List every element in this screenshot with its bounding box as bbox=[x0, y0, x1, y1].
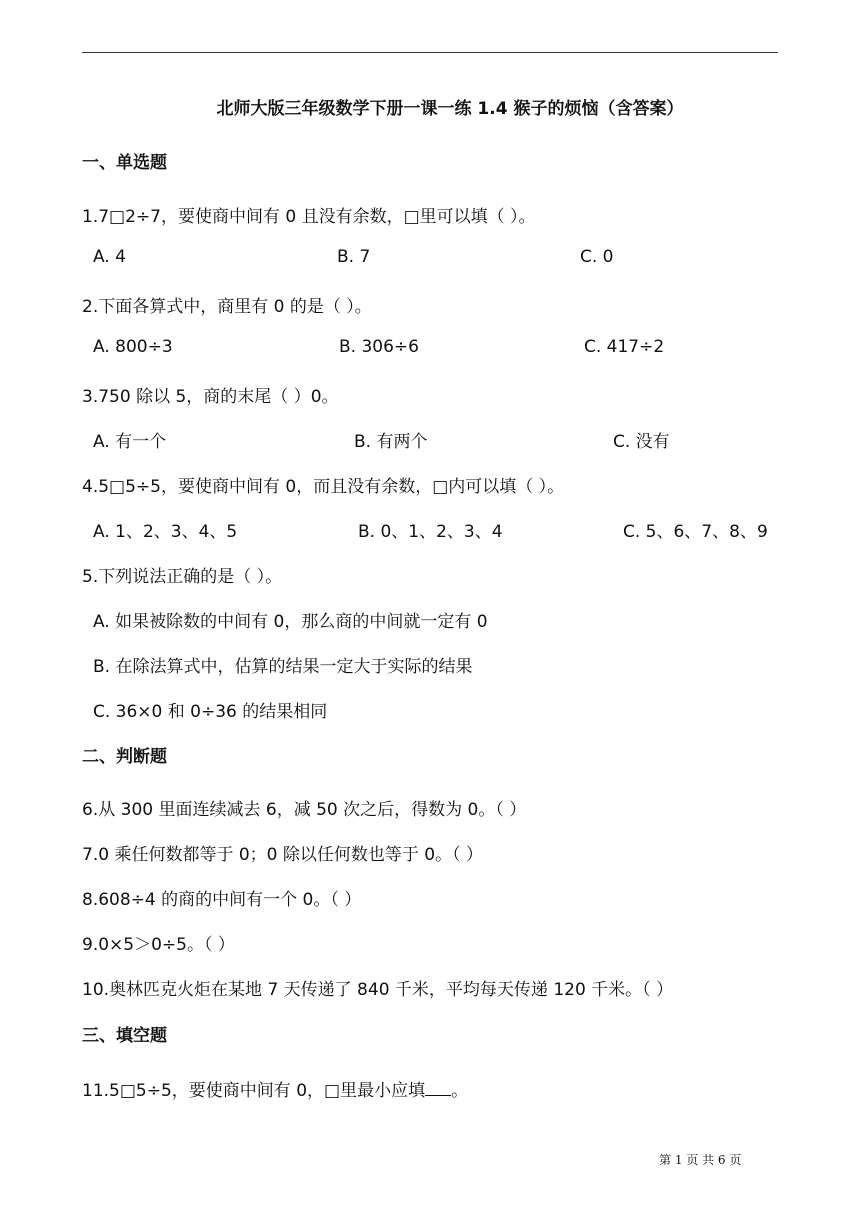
section-heading-fill-blank: 三、填空题 bbox=[82, 1026, 167, 1046]
question-1: 1.7□2÷7，要使商中间有 0 且没有余数，□里可以填（ ）。 bbox=[82, 207, 536, 227]
question-1-option-b: B. 7 bbox=[337, 247, 371, 267]
question-7: 7.0 乘任何数都等于 0；0 除以任何数也等于 0。（ ） bbox=[82, 845, 484, 865]
page-number: 第 1 页 共 6 页 bbox=[659, 1153, 742, 1167]
question-11-text: 11.5□5÷5，要使商中间有 0，□里最小应填 bbox=[82, 1081, 426, 1101]
question-8: 8.608÷4 的商的中间有一个 0。（ ） bbox=[82, 890, 362, 910]
question-2-option-a: A. 800÷3 bbox=[93, 337, 173, 357]
question-6: 6.从 300 里面连续减去 6，减 50 次之后，得数为 0。（ ） bbox=[82, 800, 527, 820]
question-5-option-a: A. 如果被除数的中间有 0，那么商的中间就一定有 0 bbox=[93, 612, 488, 632]
answer-blank[interactable] bbox=[425, 1081, 451, 1096]
question-11-end: 。 bbox=[451, 1081, 469, 1101]
question-4-option-b: B. 0、1、2、3、4 bbox=[358, 522, 503, 542]
question-2: 2.下面各算式中，商里有 0 的是（ ）。 bbox=[82, 297, 372, 317]
question-10: 10.奥林匹克火炬在某地 7 天传递了 840 千米，平均每天传递 120 千米。（ ） bbox=[82, 980, 674, 1000]
section-heading-single-choice: 一、单选题 bbox=[82, 153, 167, 173]
question-3-option-c: C. 没有 bbox=[613, 432, 670, 452]
question-2-option-b: B. 306÷6 bbox=[339, 337, 419, 357]
question-9: 9.0×5＞0÷5。（ ） bbox=[82, 935, 235, 955]
question-1-option-a: A. 4 bbox=[93, 247, 126, 267]
question-5-option-b: B. 在除法算式中，估算的结果一定大于实际的结果 bbox=[93, 657, 473, 677]
question-3-option-a: A. 有一个 bbox=[93, 432, 167, 452]
header-rule bbox=[82, 52, 778, 53]
question-11 bbox=[82, 1076, 468, 1101]
document-title: 北师大版三年级数学下册一课一练 1.4 猴子的烦恼（含答案） bbox=[216, 99, 684, 119]
question-3-option-b: B. 有两个 bbox=[354, 432, 428, 452]
question-3: 3.750 除以 5，商的末尾（ ）0。 bbox=[82, 387, 339, 407]
question-4-option-a: A. 1、2、3、4、5 bbox=[93, 522, 238, 542]
question-2-option-c: C. 417÷2 bbox=[584, 337, 665, 357]
question-4-option-c: C. 5、6、7、8、9 bbox=[623, 522, 768, 542]
question-5-option-c: C. 36×0 和 0÷36 的结果相同 bbox=[93, 702, 328, 722]
section-heading-true-false: 二、判断题 bbox=[82, 747, 167, 767]
question-4: 4.5□5÷5，要使商中间有 0，而且没有余数，□内可以填（ ）。 bbox=[82, 477, 565, 497]
question-5: 5.下列说法正确的是（ ）。 bbox=[82, 567, 283, 587]
question-1-option-c: C. 0 bbox=[580, 247, 614, 267]
